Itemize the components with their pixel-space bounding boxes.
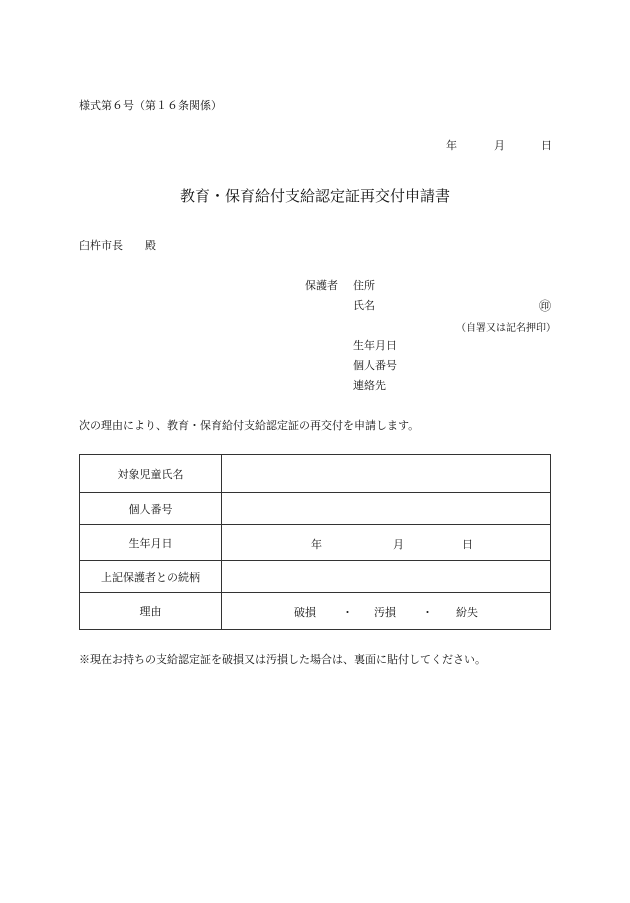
applicant-contact-label: 連絡先 (353, 379, 386, 392)
date-month-label: 月 (494, 139, 505, 152)
child-birthdate-field[interactable] (222, 525, 551, 561)
form-number: 様式第６号（第１６条関係） (79, 99, 222, 112)
applicant-personal-number-label: 個人番号 (353, 359, 397, 372)
reason-separator: ・ (342, 606, 353, 619)
reason-separator: ・ (422, 606, 433, 619)
applicant-name-label: 氏名 (353, 299, 375, 312)
applicant-birthdate-label: 生年月日 (353, 339, 397, 352)
birthdate-month-label: 月 (393, 538, 404, 551)
date-day-label: 日 (541, 139, 552, 152)
birthdate-year-label: 年 (311, 538, 322, 551)
table-row-child-name (80, 455, 551, 493)
child-name-label: 対象児童氏名 (80, 455, 222, 493)
table-row-personal-number (80, 493, 551, 525)
table-row-birthdate (80, 525, 551, 561)
relationship-label: 上記保護者との続柄 (80, 561, 222, 593)
seal-note: （自署又は記名押印） (456, 323, 556, 334)
date-year-label: 年 (446, 139, 457, 152)
child-birthdate-label: 生年月日 (80, 525, 222, 561)
footnote: ※現在お持ちの支給認定証を破損又は汚損した場合は、裏面に貼付してください。 (79, 653, 486, 666)
reason-label: 理由 (80, 593, 222, 630)
applicant-heading: 保護者 (305, 279, 338, 292)
seal-mark: ㊞ (539, 299, 552, 313)
child-personal-number-field[interactable] (222, 493, 551, 525)
application-statement: 次の理由により、教育・保育給付支給認定証の再交付を申請します。 (79, 419, 420, 432)
child-personal-number-label: 個人番号 (80, 493, 222, 525)
reason-option-damaged[interactable]: 破損 (294, 606, 316, 619)
reason-option-lost[interactable]: 紛失 (456, 606, 478, 619)
application-table (79, 454, 551, 630)
child-name-field[interactable] (222, 455, 551, 493)
birthdate-day-label: 日 (462, 538, 473, 551)
relationship-field[interactable] (222, 561, 551, 593)
table-row-reason (80, 593, 551, 630)
addressee: 臼杵市長 殿 (79, 239, 156, 252)
reason-option-soiled[interactable]: 汚損 (374, 606, 396, 619)
applicant-address-label: 住所 (353, 279, 375, 292)
document-title: 教育・保育給付支給認定証再交付申請書 (179, 187, 450, 205)
reason-field (222, 593, 551, 630)
table-row-relationship (80, 561, 551, 593)
